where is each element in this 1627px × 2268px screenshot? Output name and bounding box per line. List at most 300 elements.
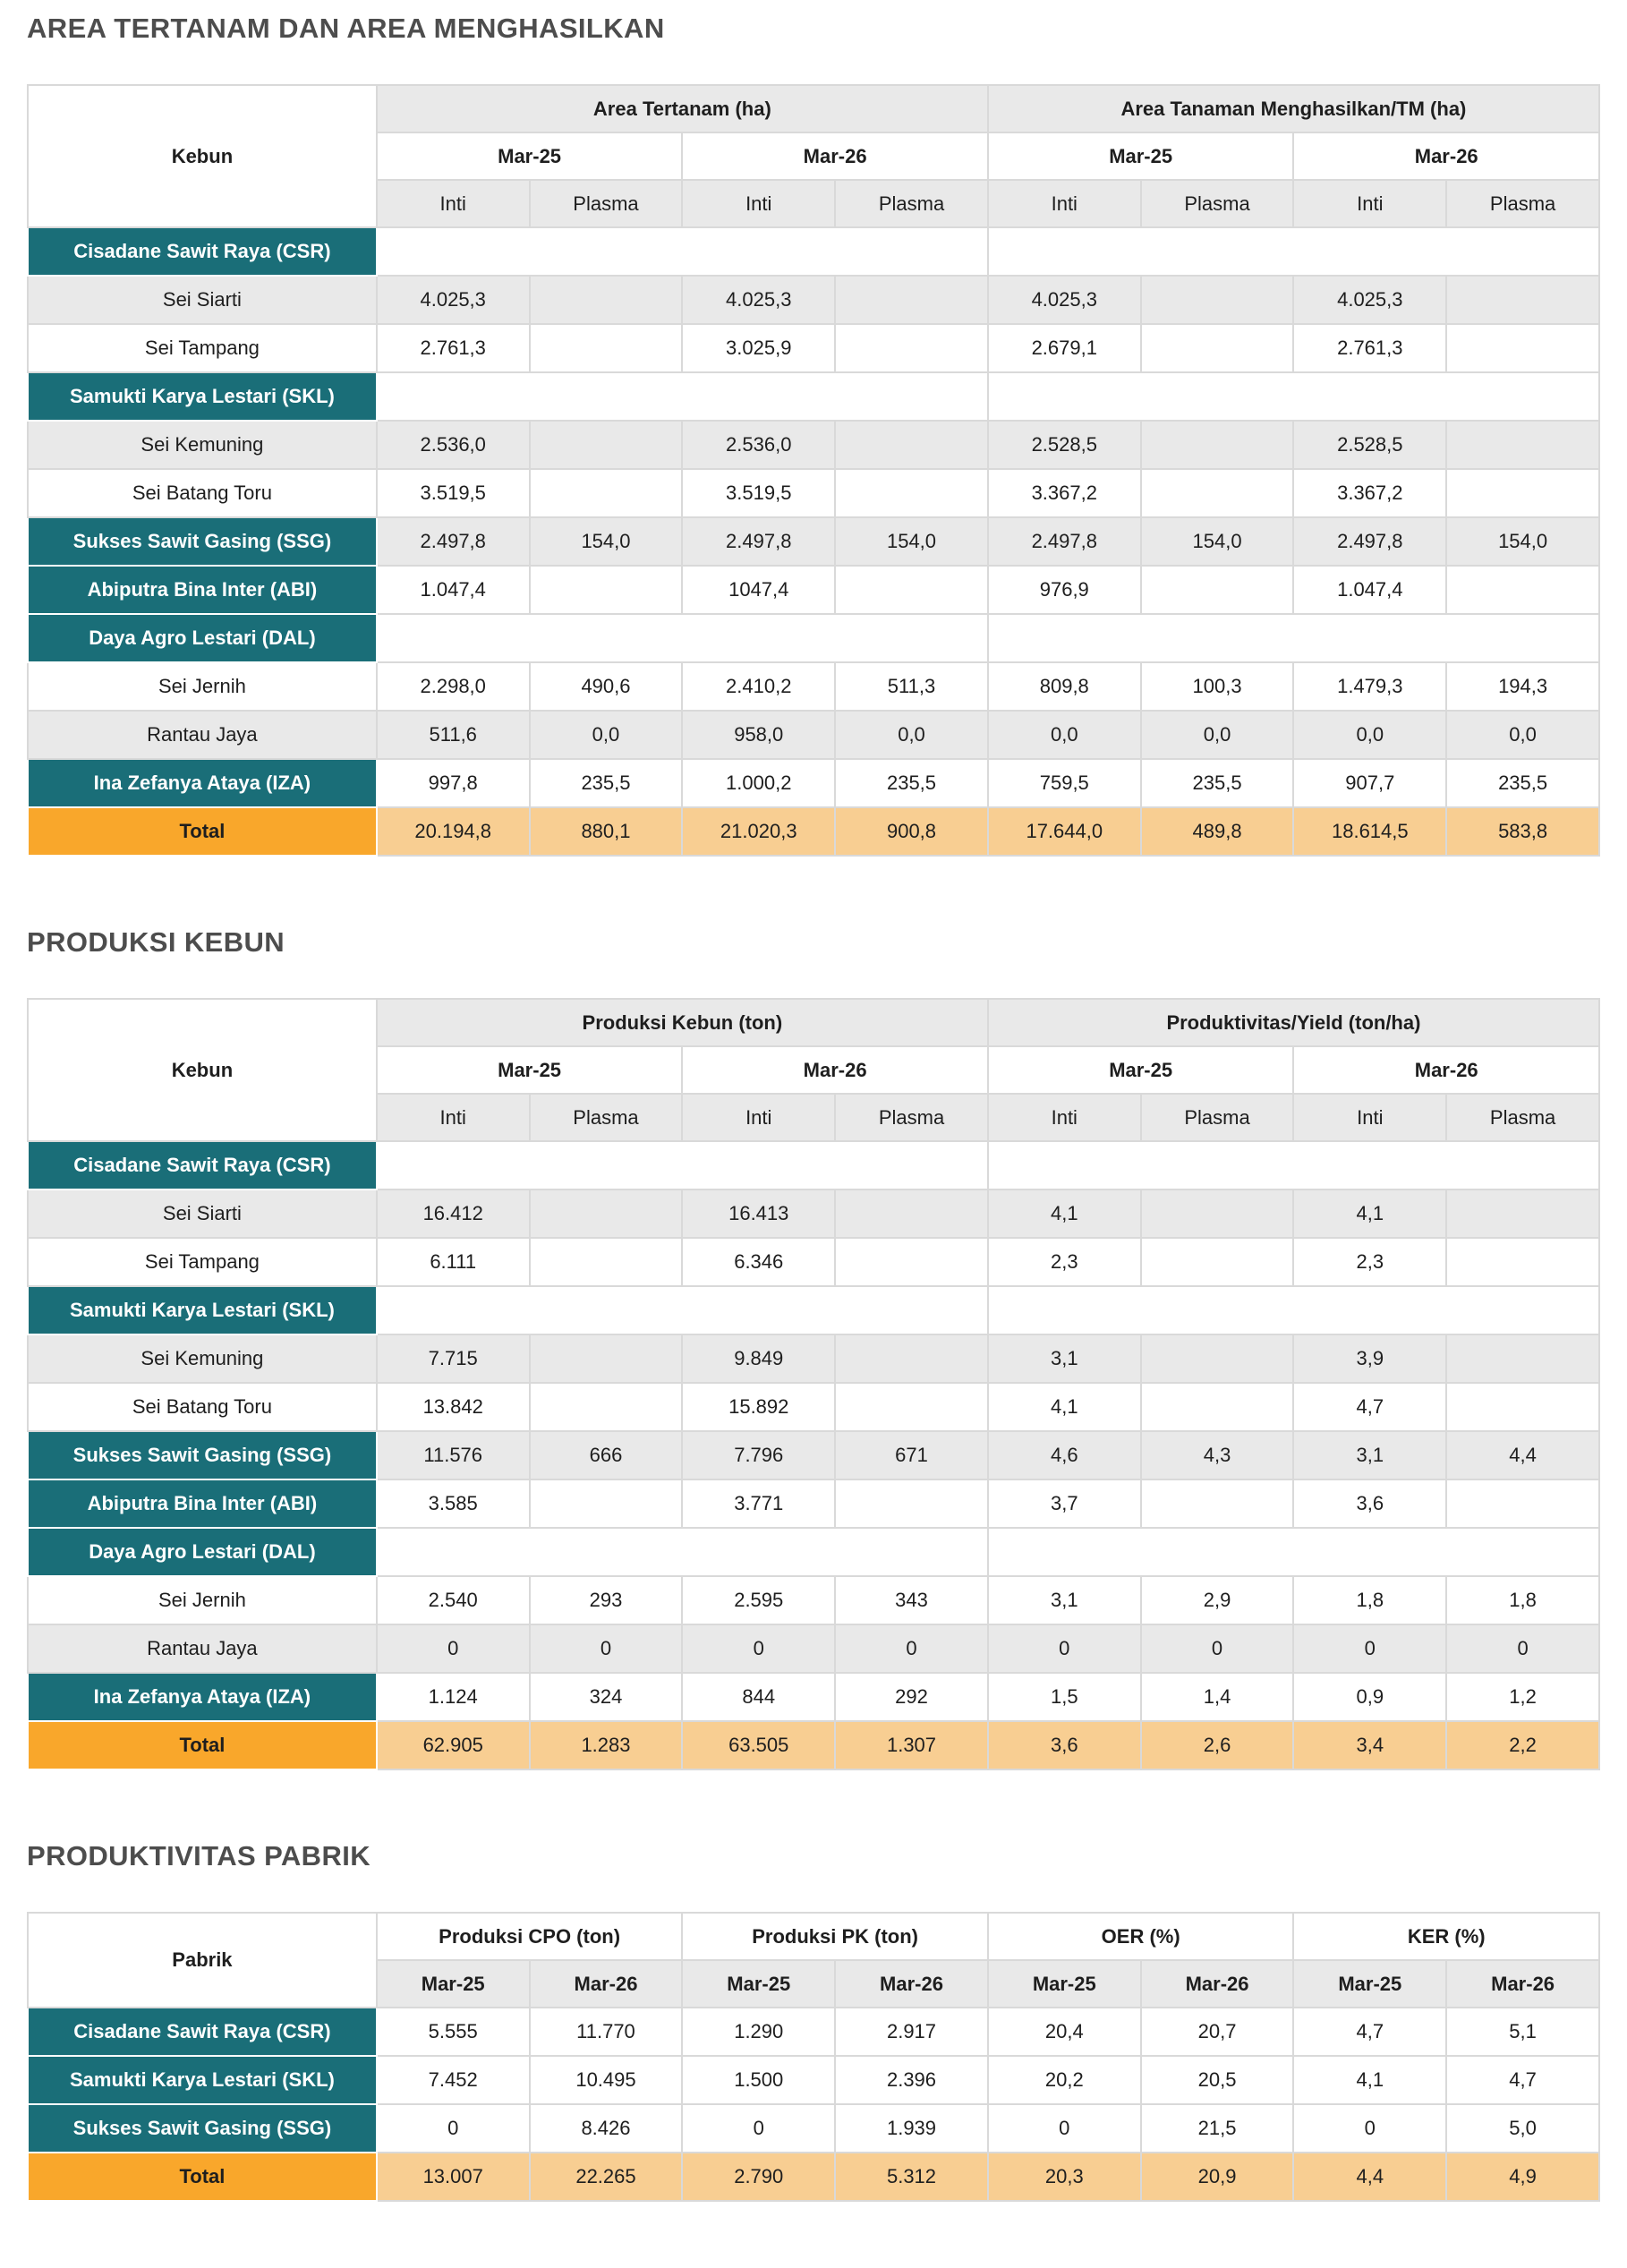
data-cell: 4,1 bbox=[1293, 2056, 1446, 2104]
period-header: Mar-26 bbox=[1446, 1960, 1599, 2008]
data-cell: 0 bbox=[988, 1624, 1141, 1673]
section-produksi-kebun bbox=[27, 926, 1600, 1770]
data-cell bbox=[530, 421, 683, 469]
table-row bbox=[28, 1286, 1599, 1334]
group-header: KER (%) bbox=[1293, 1913, 1599, 1960]
estate-row-label: Sei Tampang bbox=[28, 1238, 377, 1286]
data-cell: 20,9 bbox=[1141, 2153, 1294, 2201]
company-row-label: Samukti Karya Lestari (SKL) bbox=[28, 1286, 377, 1334]
data-cell: 1.290 bbox=[682, 2008, 835, 2056]
data-cell: 2,3 bbox=[1293, 1238, 1446, 1286]
data-cell bbox=[1141, 276, 1294, 324]
estate-row-label: Sei Kemuning bbox=[28, 1334, 377, 1383]
subcol-header: Plasma bbox=[1141, 1094, 1294, 1141]
data-cell: 21.020,3 bbox=[682, 807, 835, 856]
estate-row-label: Sei Batang Toru bbox=[28, 469, 377, 517]
data-cell bbox=[835, 1479, 988, 1528]
data-cell: 2.410,2 bbox=[682, 662, 835, 711]
data-cell: 490,6 bbox=[530, 662, 683, 711]
data-cell: 4,6 bbox=[988, 1431, 1141, 1479]
data-cell: 9.849 bbox=[682, 1334, 835, 1383]
table-header bbox=[28, 1913, 1599, 2008]
company-row-label: Samukti Karya Lestari (SKL) bbox=[28, 2056, 377, 2104]
data-cell: 2.396 bbox=[835, 2056, 988, 2104]
total-row-label: Total bbox=[28, 1721, 377, 1769]
period-header: Mar-26 bbox=[1293, 132, 1599, 180]
data-cell: 2.497,8 bbox=[377, 517, 530, 566]
subcol-header: Plasma bbox=[530, 180, 683, 227]
empty-cell bbox=[377, 1286, 988, 1334]
data-cell: 20,7 bbox=[1141, 2008, 1294, 2056]
data-cell: 154,0 bbox=[1141, 517, 1294, 566]
table-row bbox=[28, 469, 1599, 517]
data-cell: 0 bbox=[1446, 1624, 1599, 1673]
data-cell bbox=[530, 324, 683, 372]
data-cell: 13.007 bbox=[377, 2153, 530, 2201]
column-header-pabrik: Pabrik bbox=[28, 1913, 377, 2008]
period-header: Mar-25 bbox=[1293, 1960, 1446, 2008]
data-cell: 1.307 bbox=[835, 1721, 988, 1769]
data-cell bbox=[1446, 421, 1599, 469]
data-cell bbox=[1141, 1238, 1294, 1286]
data-cell: 511,3 bbox=[835, 662, 988, 711]
data-cell: 1.000,2 bbox=[682, 759, 835, 807]
data-cell: 3.585 bbox=[377, 1479, 530, 1528]
data-cell: 2.497,8 bbox=[682, 517, 835, 566]
section-produktivitas-pabrik bbox=[27, 1840, 1600, 2202]
data-cell: 0,0 bbox=[530, 711, 683, 759]
data-cell: 194,3 bbox=[1446, 662, 1599, 711]
empty-cell bbox=[988, 1528, 1599, 1576]
data-cell: 3,1 bbox=[1293, 1431, 1446, 1479]
table-row bbox=[28, 1383, 1599, 1431]
data-cell bbox=[835, 276, 988, 324]
data-cell: 1047,4 bbox=[682, 566, 835, 614]
data-cell: 4,1 bbox=[988, 1189, 1141, 1238]
estate-row-label: Rantau Jaya bbox=[28, 1624, 377, 1673]
data-cell: 759,5 bbox=[988, 759, 1141, 807]
group-header: Area Tanaman Menghasilkan/TM (ha) bbox=[988, 85, 1599, 132]
period-header: Mar-26 bbox=[682, 1046, 988, 1094]
table-body bbox=[28, 1141, 1599, 1769]
data-cell: 5,1 bbox=[1446, 2008, 1599, 2056]
data-cell: 4.025,3 bbox=[1293, 276, 1446, 324]
empty-cell bbox=[377, 372, 988, 421]
data-cell: 235,5 bbox=[835, 759, 988, 807]
subcol-header: Plasma bbox=[530, 1094, 683, 1141]
data-cell: 6.111 bbox=[377, 1238, 530, 1286]
data-cell: 10.495 bbox=[530, 2056, 683, 2104]
data-cell bbox=[1141, 1479, 1294, 1528]
table-row bbox=[28, 2056, 1599, 2104]
data-cell: 3.519,5 bbox=[682, 469, 835, 517]
data-cell bbox=[530, 276, 683, 324]
table-row bbox=[28, 662, 1599, 711]
data-cell: 2.536,0 bbox=[682, 421, 835, 469]
data-cell: 62.905 bbox=[377, 1721, 530, 1769]
data-cell: 293 bbox=[530, 1576, 683, 1624]
data-cell: 2.761,3 bbox=[377, 324, 530, 372]
data-cell: 671 bbox=[835, 1431, 988, 1479]
data-cell bbox=[530, 566, 683, 614]
empty-cell bbox=[988, 1141, 1599, 1189]
data-cell: 3,1 bbox=[988, 1576, 1141, 1624]
data-cell: 2,3 bbox=[988, 1238, 1141, 1286]
estate-row-label: Sei Batang Toru bbox=[28, 1383, 377, 1431]
data-cell: 0,0 bbox=[1446, 711, 1599, 759]
data-cell: 2,2 bbox=[1446, 1721, 1599, 1769]
estate-row-label: Rantau Jaya bbox=[28, 711, 377, 759]
table-row bbox=[28, 759, 1599, 807]
data-cell bbox=[1446, 1479, 1599, 1528]
company-row-label: Sukses Sawit Gasing (SSG) bbox=[28, 2104, 377, 2153]
data-cell bbox=[1446, 1383, 1599, 1431]
table-row bbox=[28, 566, 1599, 614]
data-cell: 20,2 bbox=[988, 2056, 1141, 2104]
table-row bbox=[28, 227, 1599, 276]
data-cell: 13.842 bbox=[377, 1383, 530, 1431]
data-cell bbox=[1446, 566, 1599, 614]
data-cell: 3,9 bbox=[1293, 1334, 1446, 1383]
data-cell: 20,3 bbox=[988, 2153, 1141, 2201]
period-header: Mar-26 bbox=[1293, 1046, 1599, 1094]
period-header: Mar-25 bbox=[988, 1960, 1141, 2008]
data-cell: 2.761,3 bbox=[1293, 324, 1446, 372]
data-cell: 7.452 bbox=[377, 2056, 530, 2104]
data-cell: 3.771 bbox=[682, 1479, 835, 1528]
data-cell: 489,8 bbox=[1141, 807, 1294, 856]
pabrik-table bbox=[27, 1912, 1600, 2202]
data-cell: 3,6 bbox=[1293, 1479, 1446, 1528]
data-cell: 0 bbox=[530, 1624, 683, 1673]
data-cell: 958,0 bbox=[682, 711, 835, 759]
data-cell: 235,5 bbox=[1446, 759, 1599, 807]
data-cell bbox=[530, 469, 683, 517]
table-row bbox=[28, 2153, 1599, 2201]
data-cell: 0 bbox=[1141, 1624, 1294, 1673]
data-cell bbox=[835, 324, 988, 372]
company-row-label: Sukses Sawit Gasing (SSG) bbox=[28, 1431, 377, 1479]
estate-row-label: Sei Siarti bbox=[28, 276, 377, 324]
table-row bbox=[28, 2008, 1599, 2056]
data-cell: 1.047,4 bbox=[1293, 566, 1446, 614]
data-cell: 4,7 bbox=[1293, 2008, 1446, 2056]
data-cell: 21,5 bbox=[1141, 2104, 1294, 2153]
estate-row-label: Sei Jernih bbox=[28, 662, 377, 711]
data-cell: 900,8 bbox=[835, 807, 988, 856]
data-cell: 2.528,5 bbox=[988, 421, 1141, 469]
data-cell: 11.576 bbox=[377, 1431, 530, 1479]
estate-row-label: Sei Tampang bbox=[28, 324, 377, 372]
data-cell: 20,5 bbox=[1141, 2056, 1294, 2104]
data-cell: 0 bbox=[377, 2104, 530, 2153]
data-cell: 4,7 bbox=[1446, 2056, 1599, 2104]
data-cell bbox=[1141, 469, 1294, 517]
data-cell bbox=[835, 469, 988, 517]
data-cell: 997,8 bbox=[377, 759, 530, 807]
company-row-label: Daya Agro Lestari (DAL) bbox=[28, 614, 377, 662]
table-row bbox=[28, 1479, 1599, 1528]
data-cell: 5.312 bbox=[835, 2153, 988, 2201]
data-cell: 4.025,3 bbox=[682, 276, 835, 324]
data-cell: 1,4 bbox=[1141, 1673, 1294, 1721]
data-cell bbox=[530, 1238, 683, 1286]
table-row bbox=[28, 1528, 1599, 1576]
section-title: PRODUKSI KEBUN bbox=[27, 926, 285, 958]
data-cell bbox=[1446, 1334, 1599, 1383]
data-cell: 3.025,9 bbox=[682, 324, 835, 372]
data-cell: 2.497,8 bbox=[988, 517, 1141, 566]
company-row-label: Ina Zefanya Ataya (IZA) bbox=[28, 1673, 377, 1721]
data-cell: 18.614,5 bbox=[1293, 807, 1446, 856]
data-cell: 1.283 bbox=[530, 1721, 683, 1769]
data-cell bbox=[1446, 1238, 1599, 1286]
subcol-header: Inti bbox=[682, 1094, 835, 1141]
data-cell: 4,4 bbox=[1293, 2153, 1446, 2201]
data-cell: 1.500 bbox=[682, 2056, 835, 2104]
data-cell bbox=[1446, 276, 1599, 324]
data-cell: 0 bbox=[835, 1624, 988, 1673]
data-cell: 1,2 bbox=[1446, 1673, 1599, 1721]
data-cell: 20.194,8 bbox=[377, 807, 530, 856]
data-cell: 0,0 bbox=[835, 711, 988, 759]
table-row bbox=[28, 1189, 1599, 1238]
subcol-header: Inti bbox=[682, 180, 835, 227]
data-cell: 235,5 bbox=[1141, 759, 1294, 807]
table-row bbox=[28, 1141, 1599, 1189]
data-cell: 2,6 bbox=[1141, 1721, 1294, 1769]
data-cell: 4,4 bbox=[1446, 1431, 1599, 1479]
section-title: PRODUKTIVITAS PABRIK bbox=[27, 1840, 371, 1872]
data-cell bbox=[835, 421, 988, 469]
subcol-header: Plasma bbox=[835, 1094, 988, 1141]
table-row bbox=[28, 276, 1599, 324]
company-row-label: Daya Agro Lestari (DAL) bbox=[28, 1528, 377, 1576]
company-row-label: Ina Zefanya Ataya (IZA) bbox=[28, 759, 377, 807]
data-cell: 2.540 bbox=[377, 1576, 530, 1624]
subcol-header: Inti bbox=[1293, 1094, 1446, 1141]
data-cell: 4,3 bbox=[1141, 1431, 1294, 1479]
table-row bbox=[28, 2104, 1599, 2153]
table-header bbox=[28, 999, 1599, 1141]
empty-cell bbox=[988, 227, 1599, 276]
subcol-header: Plasma bbox=[1141, 180, 1294, 227]
data-cell: 3.367,2 bbox=[988, 469, 1141, 517]
data-cell: 100,3 bbox=[1141, 662, 1294, 711]
data-cell: 666 bbox=[530, 1431, 683, 1479]
data-cell: 809,8 bbox=[988, 662, 1141, 711]
data-cell: 844 bbox=[682, 1673, 835, 1721]
data-cell: 3.367,2 bbox=[1293, 469, 1446, 517]
data-cell: 22.265 bbox=[530, 2153, 683, 2201]
data-cell bbox=[1141, 1334, 1294, 1383]
data-cell: 0 bbox=[682, 1624, 835, 1673]
empty-cell bbox=[988, 614, 1599, 662]
data-cell: 0 bbox=[1293, 2104, 1446, 2153]
period-header: Mar-25 bbox=[377, 132, 683, 180]
data-cell: 0,0 bbox=[988, 711, 1141, 759]
period-header: Mar-25 bbox=[682, 1960, 835, 2008]
data-cell: 343 bbox=[835, 1576, 988, 1624]
produksi-table bbox=[27, 998, 1600, 1770]
table-row bbox=[28, 1334, 1599, 1383]
table-row bbox=[28, 711, 1599, 759]
group-header: Produksi PK (ton) bbox=[682, 1913, 988, 1960]
subcol-header: Plasma bbox=[835, 180, 988, 227]
total-row-label: Total bbox=[28, 807, 377, 856]
empty-cell bbox=[377, 614, 988, 662]
table-header bbox=[28, 85, 1599, 227]
table-row bbox=[28, 1576, 1599, 1624]
data-cell: 0,9 bbox=[1293, 1673, 1446, 1721]
table-row bbox=[28, 1624, 1599, 1673]
data-cell: 16.413 bbox=[682, 1189, 835, 1238]
data-cell: 0,0 bbox=[1293, 711, 1446, 759]
period-header: Mar-25 bbox=[988, 132, 1294, 180]
empty-cell bbox=[377, 1528, 988, 1576]
data-cell: 976,9 bbox=[988, 566, 1141, 614]
table-row bbox=[28, 372, 1599, 421]
data-cell bbox=[1446, 324, 1599, 372]
table-row bbox=[28, 324, 1599, 372]
data-cell bbox=[1446, 469, 1599, 517]
data-cell: 20,4 bbox=[988, 2008, 1141, 2056]
group-header: Area Tertanam (ha) bbox=[377, 85, 988, 132]
subcol-header: Plasma bbox=[1446, 180, 1599, 227]
data-cell: 1,5 bbox=[988, 1673, 1141, 1721]
table-row bbox=[28, 1431, 1599, 1479]
subcol-header: Inti bbox=[1293, 180, 1446, 227]
company-row-label: Cisadane Sawit Raya (CSR) bbox=[28, 227, 377, 276]
data-cell: 2,9 bbox=[1141, 1576, 1294, 1624]
data-cell: 4,9 bbox=[1446, 2153, 1599, 2201]
estate-row-label: Sei Kemuning bbox=[28, 421, 377, 469]
estate-row-label: Sei Siarti bbox=[28, 1189, 377, 1238]
data-cell: 63.505 bbox=[682, 1721, 835, 1769]
data-cell: 2.298,0 bbox=[377, 662, 530, 711]
table-row bbox=[28, 517, 1599, 566]
data-cell: 583,8 bbox=[1446, 807, 1599, 856]
data-cell: 7.796 bbox=[682, 1431, 835, 1479]
data-cell: 4.025,3 bbox=[988, 276, 1141, 324]
data-cell bbox=[1141, 1189, 1294, 1238]
period-header: Mar-25 bbox=[988, 1046, 1294, 1094]
data-cell: 4,7 bbox=[1293, 1383, 1446, 1431]
table-row bbox=[28, 614, 1599, 662]
data-cell: 1.047,4 bbox=[377, 566, 530, 614]
period-header: Mar-26 bbox=[530, 1960, 683, 2008]
data-cell bbox=[835, 1189, 988, 1238]
data-cell: 154,0 bbox=[1446, 517, 1599, 566]
data-cell bbox=[835, 566, 988, 614]
period-header: Mar-26 bbox=[682, 132, 988, 180]
table-body bbox=[28, 2008, 1599, 2201]
data-cell: 2.790 bbox=[682, 2153, 835, 2201]
data-cell: 16.412 bbox=[377, 1189, 530, 1238]
data-cell: 5.555 bbox=[377, 2008, 530, 2056]
company-row-label: Sukses Sawit Gasing (SSG) bbox=[28, 517, 377, 566]
table-row bbox=[28, 807, 1599, 856]
empty-cell bbox=[988, 1286, 1599, 1334]
data-cell: 3.519,5 bbox=[377, 469, 530, 517]
subcol-header: Inti bbox=[988, 180, 1141, 227]
column-header-kebun: Kebun bbox=[28, 85, 377, 227]
company-row-label: Cisadane Sawit Raya (CSR) bbox=[28, 2008, 377, 2056]
data-cell: 7.715 bbox=[377, 1334, 530, 1383]
company-row-label: Abiputra Bina Inter (ABI) bbox=[28, 566, 377, 614]
area-table bbox=[27, 84, 1600, 857]
section-area-tertanam bbox=[27, 13, 1600, 857]
data-cell: 154,0 bbox=[835, 517, 988, 566]
data-cell: 1,8 bbox=[1293, 1576, 1446, 1624]
table-row bbox=[28, 1673, 1599, 1721]
data-cell: 17.644,0 bbox=[988, 807, 1141, 856]
column-header-kebun: Kebun bbox=[28, 999, 377, 1141]
group-header: Produksi CPO (ton) bbox=[377, 1913, 683, 1960]
data-cell: 907,7 bbox=[1293, 759, 1446, 807]
data-cell: 8.426 bbox=[530, 2104, 683, 2153]
data-cell bbox=[530, 1383, 683, 1431]
data-cell: 3,7 bbox=[988, 1479, 1141, 1528]
section-title: AREA TERTANAM DAN AREA MENGHASILKAN bbox=[27, 13, 665, 44]
company-row-label: Samukti Karya Lestari (SKL) bbox=[28, 372, 377, 421]
data-cell: 511,6 bbox=[377, 711, 530, 759]
data-cell: 0,0 bbox=[1141, 711, 1294, 759]
subcol-header: Inti bbox=[377, 180, 530, 227]
data-cell: 2.528,5 bbox=[1293, 421, 1446, 469]
group-header: OER (%) bbox=[988, 1913, 1294, 1960]
estate-row-label: Sei Jernih bbox=[28, 1576, 377, 1624]
data-cell: 235,5 bbox=[530, 759, 683, 807]
data-cell: 1.939 bbox=[835, 2104, 988, 2153]
data-cell: 6.346 bbox=[682, 1238, 835, 1286]
period-header: Mar-26 bbox=[835, 1960, 988, 2008]
company-row-label: Cisadane Sawit Raya (CSR) bbox=[28, 1141, 377, 1189]
data-cell bbox=[835, 1238, 988, 1286]
period-header: Mar-25 bbox=[377, 1046, 683, 1094]
data-cell: 4.025,3 bbox=[377, 276, 530, 324]
data-cell bbox=[1141, 324, 1294, 372]
data-cell: 0 bbox=[988, 2104, 1141, 2153]
data-cell bbox=[530, 1334, 683, 1383]
table-row bbox=[28, 1721, 1599, 1769]
data-cell bbox=[530, 1479, 683, 1528]
data-cell: 2.497,8 bbox=[1293, 517, 1446, 566]
empty-cell bbox=[988, 372, 1599, 421]
data-cell: 2.679,1 bbox=[988, 324, 1141, 372]
data-cell: 4,1 bbox=[988, 1383, 1141, 1431]
data-cell bbox=[530, 1189, 683, 1238]
data-cell: 1.124 bbox=[377, 1673, 530, 1721]
data-cell bbox=[1141, 566, 1294, 614]
total-row-label: Total bbox=[28, 2153, 377, 2201]
period-header: Mar-25 bbox=[377, 1960, 530, 2008]
data-cell bbox=[835, 1334, 988, 1383]
data-cell bbox=[1446, 1189, 1599, 1238]
data-cell: 15.892 bbox=[682, 1383, 835, 1431]
data-cell bbox=[1141, 1383, 1294, 1431]
data-cell: 1.479,3 bbox=[1293, 662, 1446, 711]
group-header: Produksi Kebun (ton) bbox=[377, 999, 988, 1046]
data-cell: 4,1 bbox=[1293, 1189, 1446, 1238]
data-cell: 0 bbox=[1293, 1624, 1446, 1673]
data-cell: 292 bbox=[835, 1673, 988, 1721]
data-cell bbox=[1141, 421, 1294, 469]
table-body bbox=[28, 227, 1599, 856]
data-cell: 1,8 bbox=[1446, 1576, 1599, 1624]
data-cell: 0 bbox=[682, 2104, 835, 2153]
data-cell: 880,1 bbox=[530, 807, 683, 856]
